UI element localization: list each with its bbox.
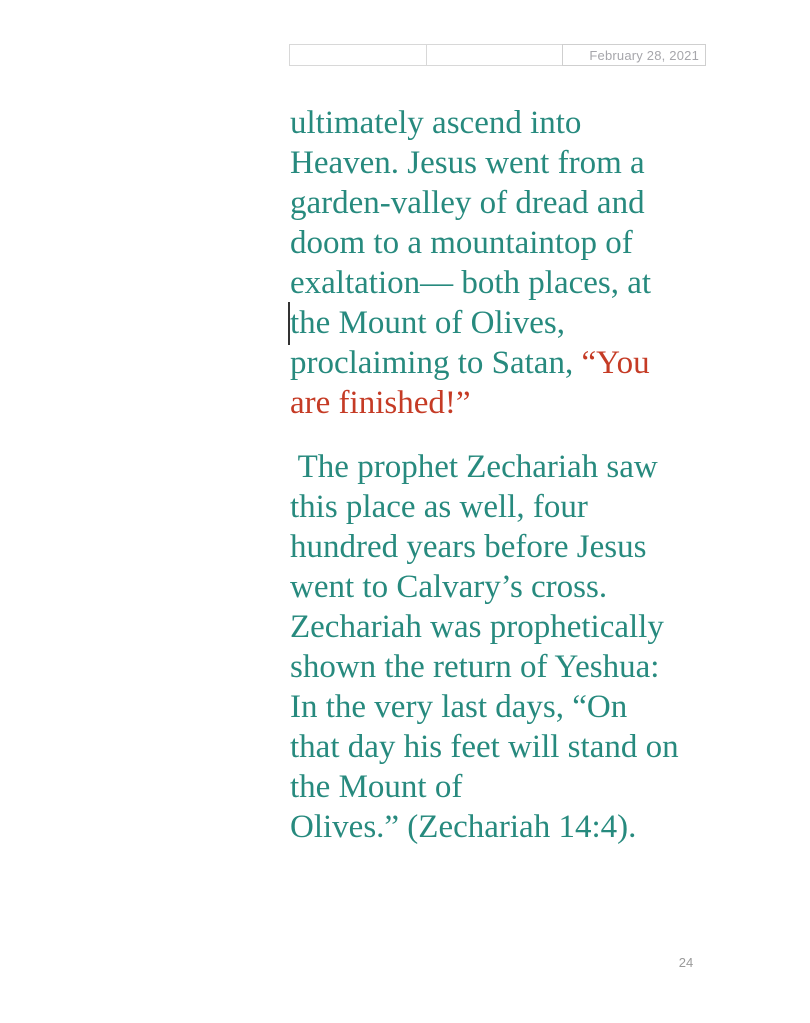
text-line (290, 183, 760, 223)
text-line (290, 447, 760, 487)
text-line (290, 647, 760, 687)
text-line (290, 487, 760, 527)
text-line (290, 303, 760, 343)
text-segment: that day his feet will stand on (290, 729, 679, 765)
text-line (290, 567, 760, 607)
text-line (290, 103, 760, 143)
text-segment: are finished!” (290, 385, 471, 421)
text-segment: proclaiming to Satan, (290, 345, 582, 381)
text-cursor (288, 302, 290, 345)
text-line (290, 383, 760, 423)
text-segment: Olives.” (Zechariah 14:4). (290, 809, 637, 845)
text-segment: exaltation— both places, at (290, 265, 652, 301)
text-segment: In the very last days, “On (290, 689, 628, 725)
text-line (290, 143, 760, 183)
text-segment: the Mount of Olives, (290, 305, 565, 341)
text-segment: doom to a mountaintop of (290, 225, 633, 261)
document-header (289, 44, 706, 66)
text-segment: “You (581, 345, 650, 381)
paragraph (290, 447, 760, 847)
text-segment: garden-valley of dread and (290, 185, 645, 221)
text-line (290, 527, 760, 567)
text-segment: hundred years before Jesus (290, 529, 647, 565)
header-field-date[interactable] (562, 44, 706, 66)
text-segment: The prophet Zechariah saw (290, 449, 658, 485)
text-segment: shown the return of Yeshua: (290, 649, 660, 685)
page-number: 24 (678, 955, 694, 970)
text-segment: went to Calvary’s cross. (290, 569, 608, 605)
text-segment: this place as well, four (290, 489, 588, 525)
header-field-center[interactable] (426, 44, 564, 66)
header-date-text: February 28, 2021 (589, 47, 700, 63)
text-line (290, 263, 760, 303)
text-line (290, 607, 760, 647)
text-segment: ultimately ascend into (290, 105, 582, 141)
paragraph (290, 103, 760, 423)
text-segment: Zechariah was prophetically (290, 609, 664, 645)
text-line (290, 343, 760, 383)
text-line (290, 807, 760, 847)
text-line (290, 767, 760, 807)
text-line (290, 223, 760, 263)
text-segment: the Mount of (290, 769, 463, 805)
header-field-left[interactable] (289, 44, 427, 66)
text-line (290, 727, 760, 767)
document-body[interactable] (290, 103, 760, 871)
text-line (290, 687, 760, 727)
text-segment: Heaven. Jesus went from a (290, 145, 645, 181)
